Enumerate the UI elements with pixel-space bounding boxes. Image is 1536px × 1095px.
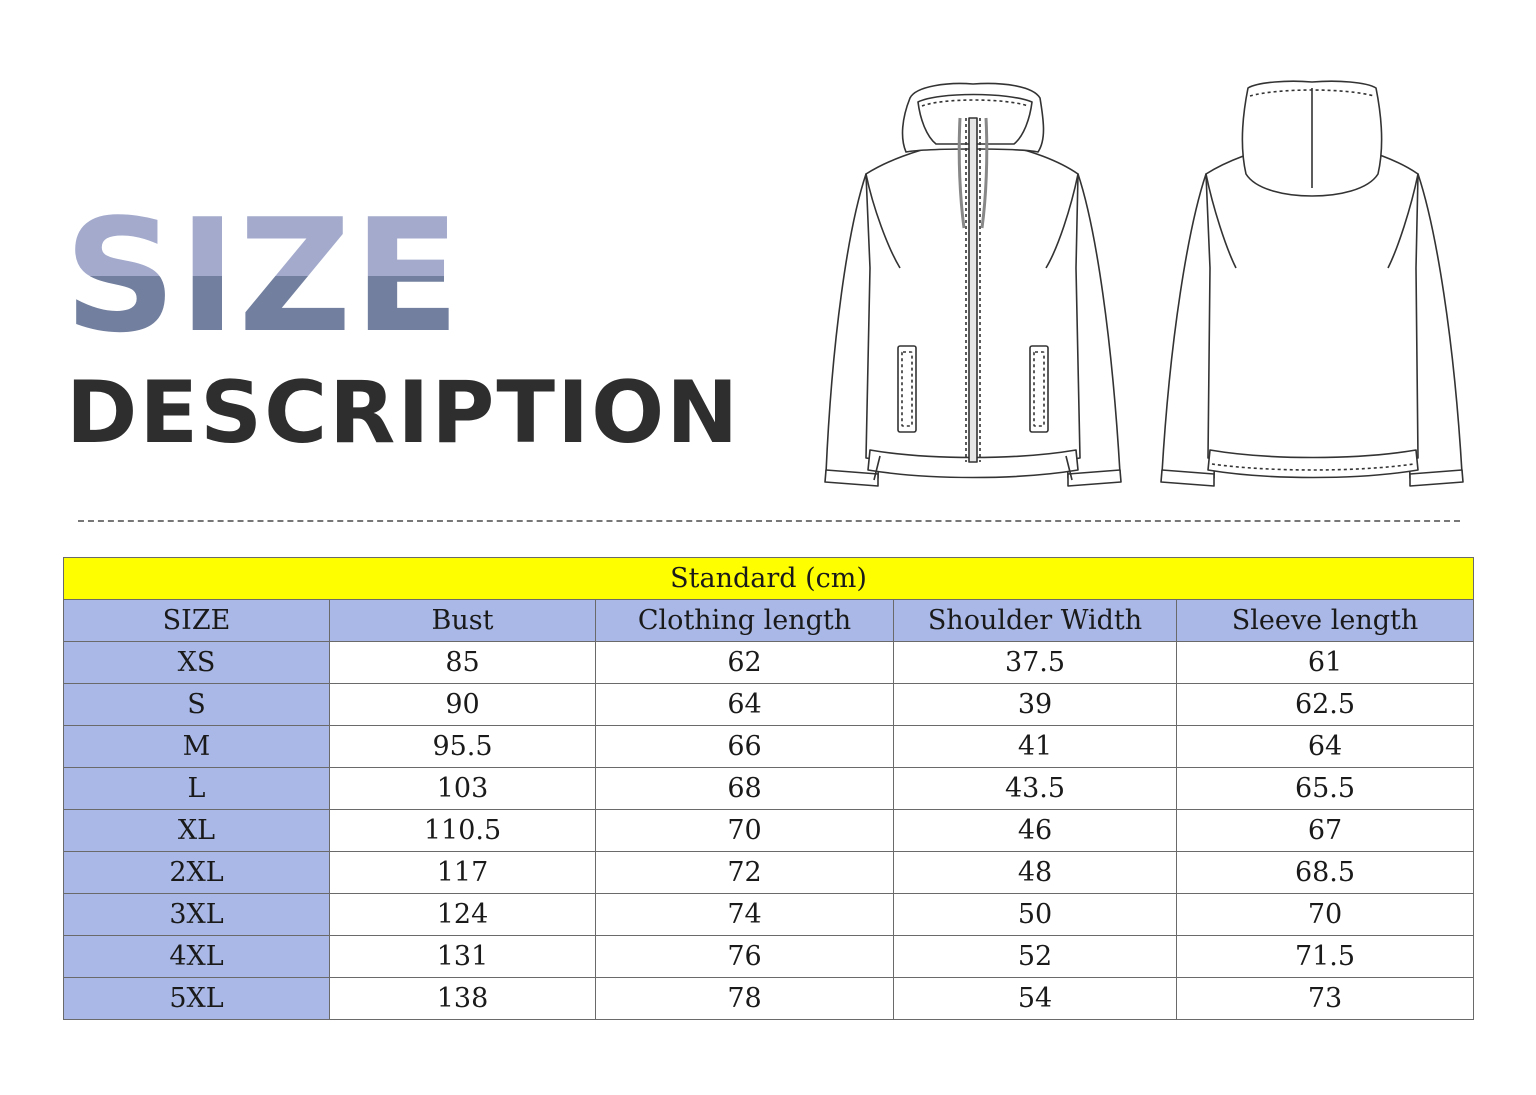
size-label-cell: XS — [64, 642, 330, 684]
sleeve-length-cell: 62.5 — [1177, 684, 1474, 726]
shoulder-width-cell: 46 — [894, 810, 1177, 852]
header-sleeve-length: Sleeve length — [1177, 600, 1474, 642]
size-chart-table — [63, 557, 1474, 1020]
size-label-cell: M — [64, 726, 330, 768]
clothing-length-cell: 66 — [596, 726, 894, 768]
bust-cell: 95.5 — [330, 726, 596, 768]
shoulder-width-cell: 54 — [894, 978, 1177, 1020]
bust-cell: 117 — [330, 852, 596, 894]
clothing-length-cell: 68 — [596, 768, 894, 810]
hoodie-back-icon — [1161, 81, 1463, 486]
shoulder-width-cell: 50 — [894, 894, 1177, 936]
clothing-length-cell: 62 — [596, 642, 894, 684]
table-caption: Standard (cm) — [64, 558, 1474, 600]
bust-cell: 124 — [330, 894, 596, 936]
table-row — [64, 810, 1474, 852]
shoulder-width-cell: 39 — [894, 684, 1177, 726]
bust-cell: 103 — [330, 768, 596, 810]
size-heading: SIZE — [64, 185, 463, 367]
size-label-cell: L — [64, 768, 330, 810]
description-heading: DESCRIPTION — [66, 363, 741, 463]
table-row — [64, 684, 1474, 726]
table-body — [64, 642, 1474, 1020]
bust-cell: 90 — [330, 684, 596, 726]
clothing-length-cell: 78 — [596, 978, 894, 1020]
clothing-length-cell: 70 — [596, 810, 894, 852]
sleeve-length-cell: 71.5 — [1177, 936, 1474, 978]
sleeve-length-cell: 61 — [1177, 642, 1474, 684]
shoulder-width-cell: 43.5 — [894, 768, 1177, 810]
hoodie-front-icon — [825, 84, 1121, 486]
sleeve-length-cell: 70 — [1177, 894, 1474, 936]
clothing-length-cell: 74 — [596, 894, 894, 936]
sleeve-length-cell: 73 — [1177, 978, 1474, 1020]
bust-cell: 110.5 — [330, 810, 596, 852]
clothing-length-cell: 72 — [596, 852, 894, 894]
table-row — [64, 894, 1474, 936]
bust-cell: 131 — [330, 936, 596, 978]
header-size: SIZE — [64, 600, 330, 642]
size-label-cell: 4XL — [64, 936, 330, 978]
hoodie-illustrations — [818, 78, 1478, 498]
table-row — [64, 852, 1474, 894]
header-bust: Bust — [330, 600, 596, 642]
shoulder-width-cell: 37.5 — [894, 642, 1177, 684]
shoulder-width-cell: 48 — [894, 852, 1177, 894]
size-label-cell: S — [64, 684, 330, 726]
bust-cell: 138 — [330, 978, 596, 1020]
table-row — [64, 936, 1474, 978]
shoulder-width-cell: 41 — [894, 726, 1177, 768]
clothing-length-cell: 76 — [596, 936, 894, 978]
clothing-length-cell: 64 — [596, 684, 894, 726]
table-row — [64, 642, 1474, 684]
header-shoulder-width: Shoulder Width — [894, 600, 1177, 642]
table-row — [64, 978, 1474, 1020]
dashed-divider — [78, 520, 1460, 522]
table-row — [64, 768, 1474, 810]
shoulder-width-cell: 52 — [894, 936, 1177, 978]
size-label-cell: 3XL — [64, 894, 330, 936]
bust-cell: 85 — [330, 642, 596, 684]
header-clothing-length: Clothing length — [596, 600, 894, 642]
sleeve-length-cell: 65.5 — [1177, 768, 1474, 810]
size-label-cell: XL — [64, 810, 330, 852]
sleeve-length-cell: 67 — [1177, 810, 1474, 852]
sleeve-length-cell: 68.5 — [1177, 852, 1474, 894]
size-label-cell: 5XL — [64, 978, 330, 1020]
sleeve-length-cell: 64 — [1177, 726, 1474, 768]
size-label-cell: 2XL — [64, 852, 330, 894]
table-row — [64, 726, 1474, 768]
